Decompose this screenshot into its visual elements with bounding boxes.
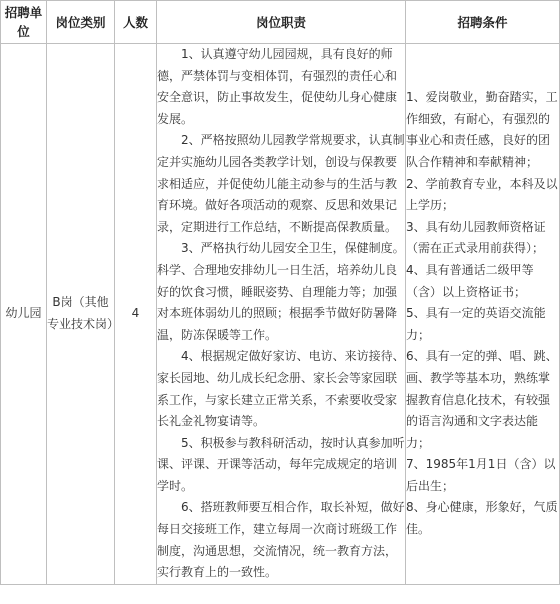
header-requirements: 招聘条件 bbox=[406, 1, 560, 44]
header-position-duties: 岗位职责 bbox=[157, 1, 406, 44]
requirement-item: 4、具有普通话二级甲等（含）以上资格证书； bbox=[406, 262, 534, 299]
duty-item: 2、严格按照幼儿园教学常规要求，认真制定并实施幼儿园各类教学计划，创设与保教要求相适应，并促使幼儿能主动参与的生活与教育环境。做好各项活动的观察、反思和效果记录，定期进行工作总结，不断提高保教质量。 bbox=[157, 133, 405, 234]
duty-item: 1、认真遵守幼儿园园规，具有良好的师德，严禁体罚与变相体罚，有强烈的责任心和安全意识，防止事故发生，促使幼儿身心健康发展。 bbox=[157, 47, 398, 126]
requirement-item: 1、爱岗敬业，勤奋踏实，工作细致，有耐心，有强烈的事业心和责任感，良好的团队合作精神和奉献精神； bbox=[406, 90, 558, 169]
requirement-item: 2、学前教育专业，本科及以上学历； bbox=[406, 176, 558, 213]
header-position-category: 岗位类别 bbox=[47, 1, 115, 44]
duty-item: 6、搭班教师要互相合作，取长补短，做好每日交接班工作，建立每周一次商讨班级工作制度，沟通思想，交流情况，统一教育方法，实行教育上的一致性。 bbox=[157, 500, 405, 580]
requirement-item: 3、具有幼儿园教师资格证（需在正式录用前获得）； bbox=[406, 219, 546, 256]
cell-position-duties bbox=[157, 44, 406, 585]
requirement-item: 5、具有一定的英语交流能力； bbox=[406, 306, 546, 342]
cell-recruiting-unit: 幼儿园 bbox=[1, 44, 47, 585]
header-recruiting-unit: 招聘单位 bbox=[1, 1, 47, 44]
table-row bbox=[1, 44, 560, 585]
requirement-item: 7、1985年1月1日（含）以后出生； bbox=[406, 457, 556, 493]
requirement-item: 8、身心健康，形象好，气质佳。 bbox=[406, 500, 558, 537]
cell-headcount: 4 bbox=[115, 44, 157, 585]
table-header-row bbox=[1, 1, 560, 44]
duty-item: 4、根据规定做好家访、电访、来访接待、家长园地、幼儿成长纪念册、家长会等家园联系工作，与家长建立正常关系，不索要收受家长礼金礼物宴请等。 bbox=[157, 349, 405, 429]
requirement-item: 6、具有一定的弹、唱、跳、画、教学等基本功，熟练掌握教育信息化技术，有较强的语言沟通和文字表达能力； bbox=[406, 349, 558, 450]
cell-position-category: B岗（其他专业技术岗） bbox=[47, 44, 115, 585]
duty-item: 3、严格执行幼儿园安全卫生，保健制度。科学、合理地安排幼儿一日生活，培养幼儿良好的饮食习惯，睡眠姿势、自理能力等；加强对本班体弱幼儿的照顾；根据季节做好防暑降温，防冻保暖等工作。 bbox=[157, 241, 405, 342]
duty-item: 5、积极参与教科研活动，按时认真参加听课、评课、开课等活动，每年完成规定的培训学时。 bbox=[157, 435, 405, 493]
header-headcount: 人数 bbox=[115, 1, 157, 44]
cell-requirements bbox=[406, 44, 560, 585]
